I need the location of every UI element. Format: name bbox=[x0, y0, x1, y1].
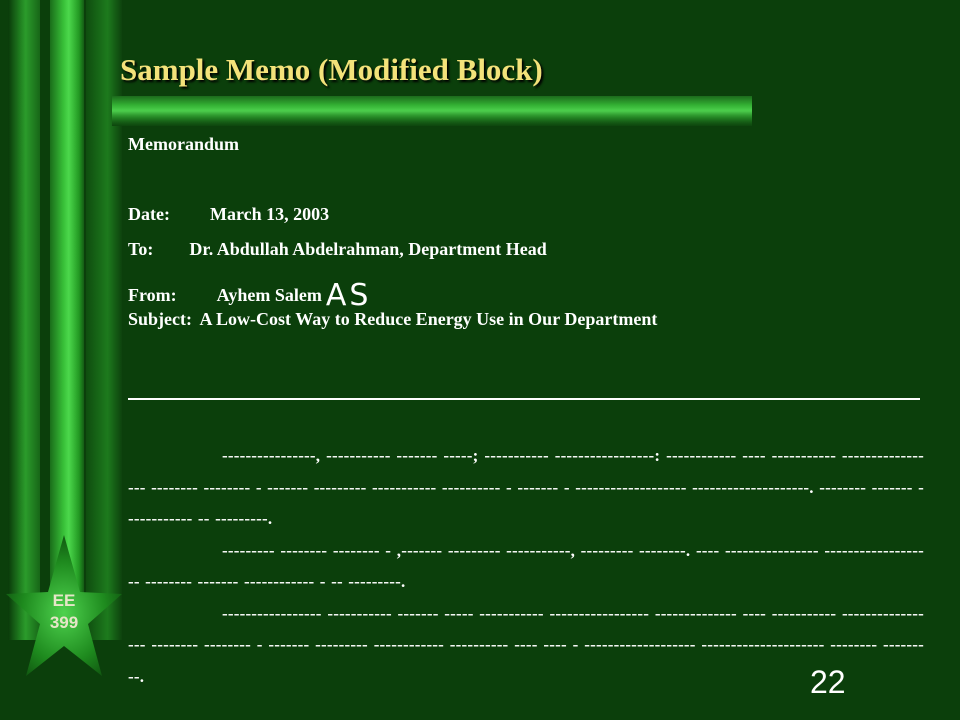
memo-from-line bbox=[128, 274, 372, 313]
course-badge-line2: 399 bbox=[49, 613, 79, 632]
to-label: To: bbox=[128, 239, 154, 259]
course-badge-line1: EE bbox=[52, 591, 76, 610]
date-label: Date: bbox=[128, 204, 170, 224]
handwritten-initials: AS bbox=[325, 278, 372, 313]
memo-date-line bbox=[128, 204, 329, 225]
memo-subject-line bbox=[128, 309, 657, 330]
memo-paragraph-2: --------- -------- -------- - ,------- --------- -----------, --------- --------. ---- ---------------- ------------------- -------- ------- ------------ - -- ---------. bbox=[128, 540, 924, 591]
memo-heading: Memorandum bbox=[128, 134, 239, 154]
memo-paragraph-1: ----------------, ----------- ------- -----; ----------- -----------------: ------------ ---- ----------- ----------------- -------- -------- - ------- --------- ----------- ---------- - ------- - ------------------- --------------------. -------- ------- ------------ -- ---------. bbox=[128, 446, 924, 528]
header-divider bbox=[128, 398, 920, 400]
memo-to-line bbox=[128, 239, 547, 260]
to-value: Dr. Abdullah Abdelrahman, Department Head bbox=[189, 239, 547, 259]
from-value: Ayhem Salem bbox=[216, 285, 322, 305]
subject-value: A Low-Cost Way to Reduce Energy Use in Our Department bbox=[199, 309, 658, 329]
subject-label: Subject: bbox=[128, 309, 192, 329]
date-value: March 13, 2003 bbox=[209, 204, 330, 224]
from-label: From: bbox=[128, 285, 177, 305]
title-underline-shadow bbox=[112, 110, 752, 126]
page-number: 22 bbox=[810, 664, 846, 700]
course-badge bbox=[34, 590, 94, 634]
memo-body bbox=[128, 440, 924, 692]
slide-title: Sample Memo (Modified Block) bbox=[120, 52, 543, 87]
memo-paragraph-3: ----------------- ----------- ------- ----- ----------- ----------------- -------------- ---- ----------- ----------------- -------- -------- - ------- --------- ------------ ---------- ---- ---- - ------------------- --------------------- -------- ---------. bbox=[128, 603, 924, 686]
